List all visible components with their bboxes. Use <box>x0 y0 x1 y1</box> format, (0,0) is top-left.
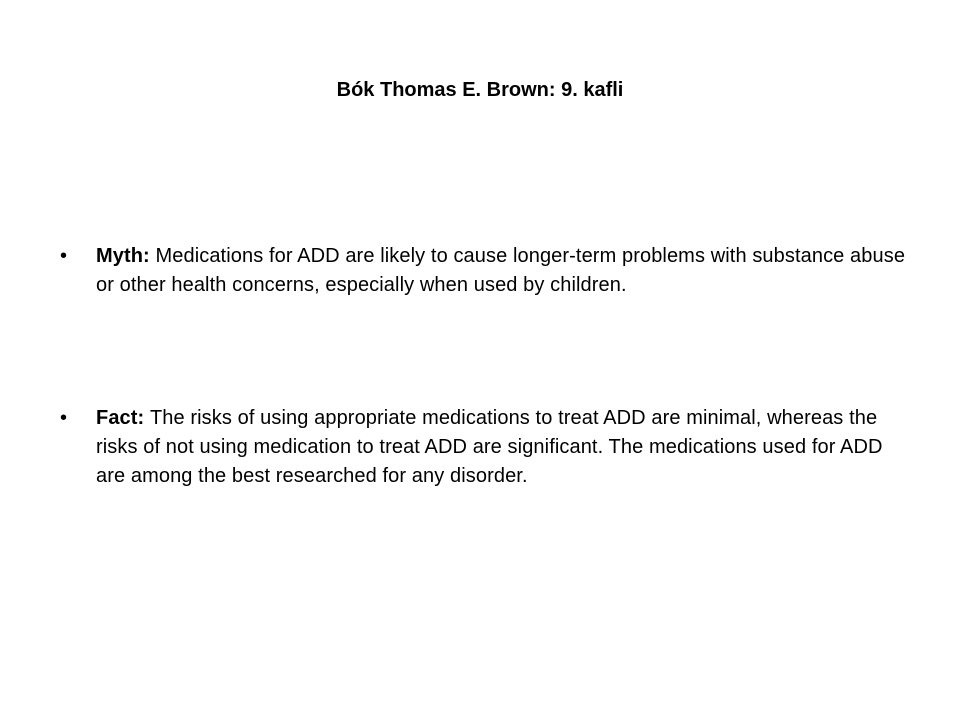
bullet-list-myth <box>60 242 910 300</box>
bullet-dot-icon: • <box>60 407 68 429</box>
bullet-dot-icon: • <box>60 245 68 267</box>
bullet-text-myth: Medications for ADD are likely to cause longer-term problems with substance abuse or other health concerns, especially when used by children. <box>96 245 906 296</box>
bullet-fact <box>60 404 910 491</box>
bullet-label-myth: Myth: <box>96 245 156 267</box>
bullet-list-fact <box>60 404 910 491</box>
bullet-label-fact: Fact: <box>96 407 150 429</box>
slide-title: Bók Thomas E. Brown: 9. kafli <box>336 79 624 101</box>
bullet-myth <box>60 242 910 300</box>
bullet-text-fact: The risks of using appropriate medications to treat ADD are minimal, whereas the risks of not using medication to treat ADD are significant. The medications used for ADD are among the best researched for any disorder. <box>96 407 883 487</box>
